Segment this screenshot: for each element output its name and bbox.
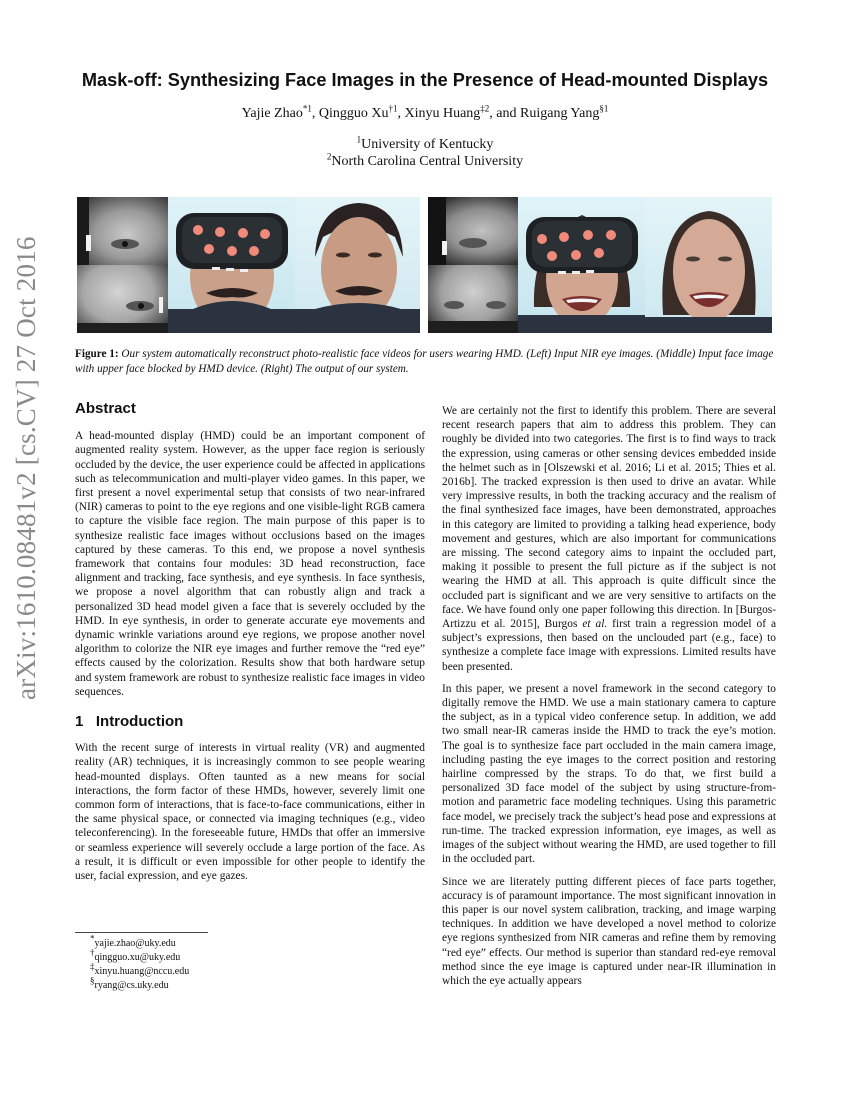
nir-eye-image-bottom [77, 265, 168, 333]
footnote-mark: ‡ [90, 961, 95, 972]
introduction-paragraph: With the recent surge of interests in virtual reality (VR) and augmented reality (AR) techniques, it is increasingly common to see people wearing head-mounted displays. Often taunted as a new means for social interactions, the form factor of these HMDs, however, severely limit one common form of interactions, that is face-to-face communications, either in the same physical space, or connected via imaging techniques (e.g., video teleconferencing). In the foreseeable future, HMDs that offer an immersive or seamless experience will severely occlude a large portion of the face. As a result, it is difficult or even impossible for other people to identify the user, facial expression, and eye gazes. [75, 742, 425, 883]
author-separator: , [311, 106, 319, 121]
hmd-face-illustration-icon [518, 197, 645, 333]
figure-1-left-group [77, 197, 420, 333]
author-name: Qingguo Xu [318, 106, 389, 121]
author-mark: †1 [388, 103, 398, 114]
paragraph-text: first train a regression model of a subject’s expressions, then based on the unclouded part (e.g., face) to synthesize a complete face image with expressions. Limited results have been presented. [442, 618, 777, 673]
affiliation-name: North Carolina Central University [331, 154, 524, 169]
eye-glyph-icon [77, 197, 168, 265]
figure-caption-text: Our system automatically reconstruct photo-realistic face videos for users wearing HMD. (Left) Input NIR eye images. (Middle) Input face image with upper face blocked by HMD device. (Right) The output of our system. [75, 348, 774, 375]
affiliation-name: University of Kentucky [361, 137, 494, 152]
section-title: Introduction [95, 713, 184, 731]
eye-glyph-icon [428, 265, 518, 333]
author-mark: ‡2 [480, 103, 490, 114]
nir-eye-image-bottom [428, 265, 518, 333]
paper-title: Mask-off: Synthesizing Face Images in the Presence of Head-mounted Displays [81, 70, 769, 90]
figure-caption-label: Figure 1: [75, 348, 119, 360]
footnote-item [90, 975, 189, 993]
author-name: Ruigang Yang [520, 106, 600, 121]
abstract-heading: Abstract [75, 400, 136, 417]
author-list [0, 103, 850, 122]
arxiv-identifier-stamp: arXiv:1610.08481v2 [cs.CV] 27 Oct 2016 [11, 236, 41, 700]
footnote-item [90, 961, 190, 979]
figure-panel-output [295, 197, 420, 333]
affiliation-mark: 2 [326, 151, 332, 162]
footnote-item [90, 933, 189, 951]
footnote-email: yajie.zhao@uky.edu [94, 938, 176, 949]
body-paragraph: Since we are literately putting different pieces of face parts together, accuracy is of paramount importance. The most significant innovation in this paper is our novel system calibration, tracking, and image warping techniques. In addition we have developed a novel method to colorize eye regions synthesized from NIR cameras and refine them by removing “red eye” effects. Our method is superior than standard red-eye removal method since the eye image is captured under near-IR illumination in which the eye actually appears [442, 875, 776, 987]
body-paragraph: In this paper, we present a novel framework in the second category to digitally remove the HMD. We use a main stationary camera to capture the subject, as in a typical video conference setup. In addition, we add two small near-IR cameras inside the HMD to track the eye’s motion. The goal is to synthesize face part occluded in the main camera image, including pasting the eye images to the correct position and restoring hairline compressed by the straps. To do that, we first build a personalized 3D face model of the subject by using structure-from-motion and parametric face modeling techniques. Using this parametric face model, we precisely track the subject’s head pose and expressions at run-time. The tracked expression information, eye images, as well as images of the subject without wearing the HMD, are used together to fill in the occluded part. [442, 682, 776, 866]
footnote-item [90, 947, 189, 965]
body-paragraph [442, 404, 776, 674]
section-number: 1 [75, 713, 84, 731]
footnote-email: ryang@cs.uky.edu [94, 980, 169, 991]
footnote-mark: * [90, 933, 95, 944]
figure-panel-hmd-input [168, 197, 295, 333]
output-face-illustration-icon [645, 197, 772, 333]
author-name: Xinyu Huang [404, 106, 481, 121]
footnote-mark: § [90, 975, 95, 986]
author-name: Yajie Zhao [241, 106, 303, 121]
right-column [442, 404, 776, 996]
footnotes [90, 933, 190, 993]
figure-panel-nir-eyes [428, 197, 518, 333]
figure-caption [75, 347, 780, 376]
left-column [75, 402, 425, 891]
figure-panel-nir-eyes [77, 197, 168, 333]
output-face-illustration-icon [295, 197, 420, 333]
author-separator: , and [489, 106, 520, 121]
abstract-text: A head-mounted display (HMD) could be an important component of augmented reality system. However, as the upper face region is seriously occluded by the device, the user experience could be affected in applications such as telecommunication and multi-player video games. In this paper, we first present a novel experimental setup that consists of two near-infrared (NIR) cameras to point to the eye regions and one visible-light RGB camera to capture the visible face region. The main purpose of this paper is to synthesize realistic face images without occlusions based on the images captured by these cameras. To this end, we propose a novel synthesis framework that contains four modules: 3D head reconstruction, face alignment and tracking, face synthesis, and eye synthesis. In face synthesis, we propose a novel algorithm that can robustly align and track a personalized 3D head model given a face that is severely occluded by the HMD. In eye synthesis, in order to generate accurate eye movements and dynamic wrinkle variations around eye regions, we propose another novel algorithm to colorize the NIR eye images and further remove the “red eye” effects caused by the colorization. Results show that both hardware setup and system framework are robust to synthesize realistic face images in video sequences. [75, 430, 425, 698]
figure-panel-output [645, 197, 772, 333]
section-heading-introduction [75, 715, 425, 729]
footnote-divider [75, 932, 208, 933]
author-mark: §1 [599, 103, 609, 114]
eye-glyph-icon [77, 265, 168, 333]
figure-1-right-group [428, 197, 772, 333]
footnote-mark: † [90, 947, 95, 958]
footnote-email: qingguo.xu@uky.edu [94, 952, 181, 963]
affiliation-mark: 1 [356, 134, 362, 145]
figure-panel-hmd-input [518, 197, 645, 333]
affiliation [0, 151, 850, 170]
paragraph-italic: et al. [582, 618, 608, 631]
eye-glyph-icon [428, 197, 518, 265]
nir-eye-image-top [428, 197, 518, 265]
paragraph-text: We are certainly not the first to identify this problem. There are several recent research papers that aim to address this problem. They can roughly be divided into two categories. The first is to find ways to track the expression, using cameras or other sensing devices embedded inside the helmet such as in [Olszewski et al. 2016; Li et al. 2015; Thies et al. 2016b]. The tracked expression is then used to drive an avatar. While very impressive results, in both the tracking accuracy and the realism of the final synthesized face images, have been demonstrated, approaches in this category are limited to providing a talking head experience, body movement and gestures, which are also important for communications are missing. The second category aims to inpaint the occluded part, making it possible to present the full picture as if the subject is not wearing the HMD at all. This approach is quite difficult since the occluded part is significant and we are very sensitive to artifacts on the face. We have found only one paper following this direction. In [Burgos-Artizzu et al. 2015], Burgos [442, 405, 776, 631]
footnote-email: xinyu.huang@nccu.edu [94, 966, 190, 977]
hmd-face-illustration-icon [168, 197, 295, 333]
author-mark: *1 [302, 103, 312, 114]
author-separator: , [397, 106, 405, 121]
nir-eye-image-top [77, 197, 168, 265]
affiliation [0, 134, 850, 153]
